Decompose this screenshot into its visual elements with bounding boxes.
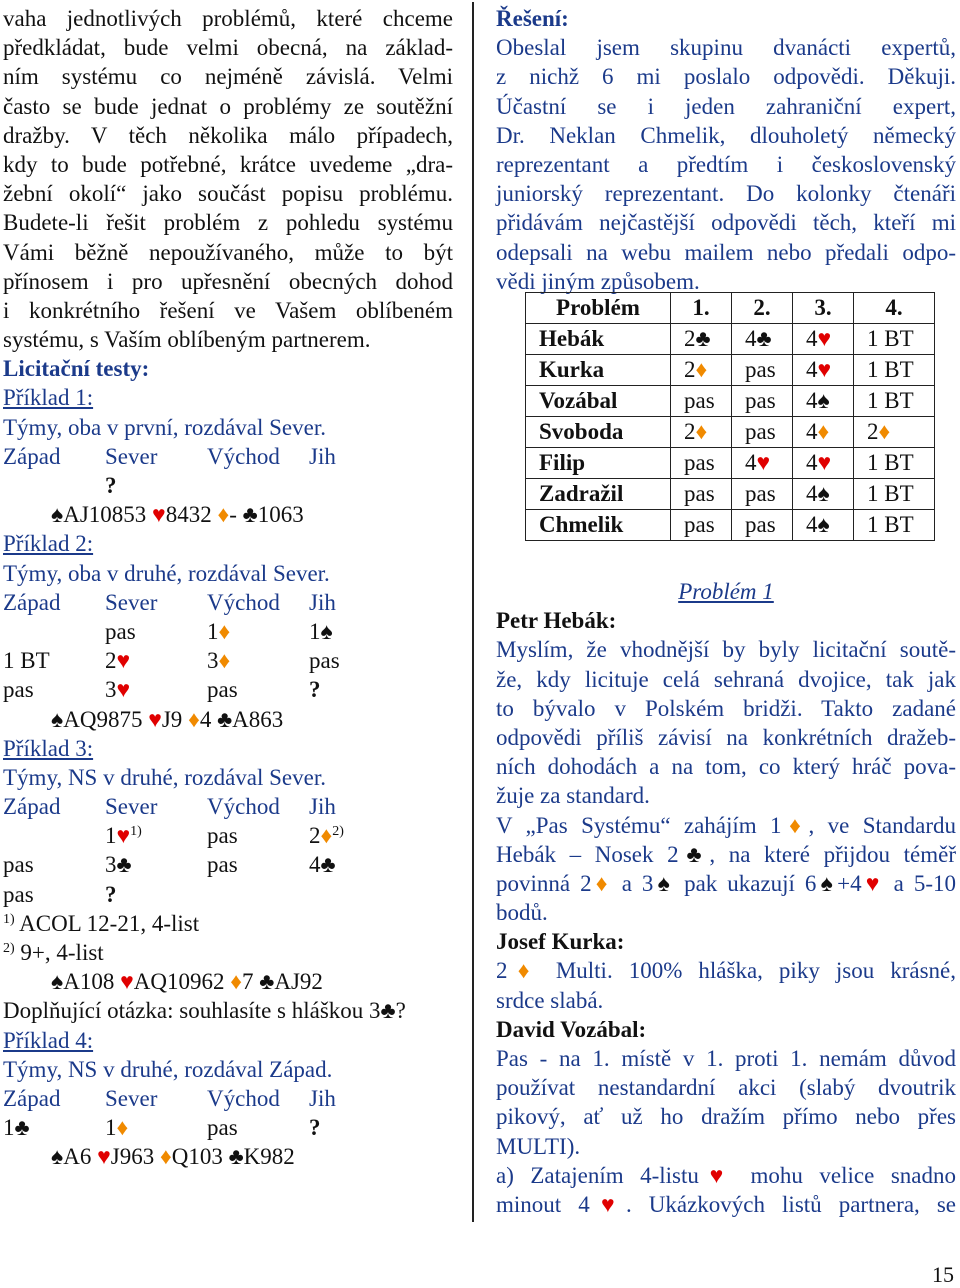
- seat-north: Sever: [105, 443, 158, 469]
- example-2-title: Příklad 2:: [3, 531, 94, 557]
- bid: 3: [105, 677, 117, 703]
- answer: 4: [806, 419, 818, 444]
- intro-line: předkládat, bude velmi obecná, na základ-: [3, 35, 453, 61]
- club-icon: ♣: [756, 326, 772, 351]
- club-icon: ♣: [242, 502, 258, 528]
- spade-icon: ♠: [653, 870, 675, 896]
- heart-icon: ♥: [116, 823, 131, 849]
- diamond-cards: 7: [241, 969, 254, 995]
- heart-icon: ♥: [589, 1191, 626, 1217]
- table-row: [526, 324, 935, 355]
- diamond-icon: ♦: [218, 618, 231, 644]
- right-column: [496, 4, 956, 296]
- bidding-row: [3, 675, 453, 704]
- answer: pas: [732, 479, 793, 510]
- expert-kurka-name: Josef Kurka:: [496, 929, 625, 955]
- answer: 1 BT: [854, 448, 935, 479]
- diamond-cards: -: [229, 502, 237, 528]
- bid: 1: [105, 823, 117, 849]
- diamond-icon: ♦: [320, 823, 333, 849]
- answer: pas: [671, 448, 732, 479]
- vozabal-text-line: Pas - na 1. místě v 1. proti 1. nemám důvod: [496, 1046, 956, 1071]
- tests-heading: Licitační testy:: [3, 356, 150, 382]
- heart-icon: ♥: [148, 706, 162, 732]
- club-icon: ♣: [217, 706, 233, 732]
- bid: 1: [309, 618, 321, 644]
- table-row: [526, 355, 935, 386]
- hand-example-3: [3, 967, 453, 996]
- club-icon: ♣: [380, 998, 396, 1024]
- vozabal-text-line: [496, 1161, 956, 1190]
- intro-line: Vámi běžně nepoužívaného, může to být: [3, 239, 453, 265]
- answer: pas: [671, 479, 732, 510]
- expert-name: Chmelik: [526, 510, 671, 541]
- hebak-text-line: [496, 869, 956, 898]
- answer: 1 BT: [854, 479, 935, 510]
- table-header-cell: 3.: [793, 293, 854, 324]
- answer: 4: [806, 512, 818, 537]
- club-icon: ♣: [228, 1144, 244, 1170]
- answer: 1 BT: [854, 386, 935, 417]
- example-3-context: Týmy, NS v druhé, rozdával Sever.: [3, 764, 326, 790]
- hebak-text-line: odpovědi příliš závisí na konkrétních dražeb-: [496, 724, 956, 750]
- bid: pas: [207, 1115, 238, 1141]
- answers-table: [525, 292, 935, 541]
- spade-icon: ♠: [51, 706, 64, 732]
- bidding-row: [3, 821, 453, 850]
- vozabal-text-line: [496, 1190, 956, 1219]
- spade-cards: A6: [63, 1144, 92, 1170]
- table-row: [526, 417, 935, 448]
- text-fragment: a 5-10: [883, 870, 957, 896]
- footnote-1: [3, 909, 453, 938]
- diamond-icon: ♦: [507, 958, 540, 984]
- diamond-icon: ♦: [878, 419, 891, 444]
- intro-line: vaha jednotlivých problémů, které chceme: [3, 6, 453, 31]
- spade-icon: ♠: [320, 618, 333, 644]
- question-mark: ?: [309, 677, 321, 703]
- text-fragment: a 3: [611, 870, 654, 896]
- text-fragment: Hebák – Nosek 2: [496, 841, 679, 867]
- diamond-icon: ♦: [817, 419, 830, 444]
- bid: pas: [3, 881, 34, 907]
- answer: pas: [671, 386, 732, 417]
- vozabal-text-line: používat nestandardní akci (slabý dvoutrik: [496, 1075, 956, 1101]
- solution-intro-line: reprezentant a předtím i československý: [496, 151, 956, 177]
- seat-south: Jih: [309, 794, 336, 820]
- text-fragment: pak ukazují 6: [674, 870, 817, 896]
- seat-header: [3, 588, 453, 617]
- intro-line: kdy to bude potřebné, krátce uvedeme „dra-: [3, 151, 453, 177]
- spade-icon: ♠: [817, 512, 830, 537]
- footnote-text: ACOL 12-21, 4-list: [19, 910, 200, 936]
- bid: 1: [105, 1115, 117, 1141]
- bid: 1 BT: [3, 648, 50, 674]
- answer: 1 BT: [854, 355, 935, 386]
- diamond-icon: ♦: [695, 357, 708, 382]
- solution-intro-line: Dr. Neklan Chmelik, dlouholetý německý: [496, 122, 956, 148]
- column-divider: [472, 2, 474, 1222]
- spade-cards: AJ10853: [63, 502, 147, 528]
- text-fragment: minout 4: [496, 1191, 590, 1217]
- seat-east: Východ: [207, 443, 280, 469]
- question-mark: ?: [105, 881, 117, 907]
- solution-intro-line: Obeslal jsem skupinu dvanácti expertů,: [496, 35, 956, 61]
- example-2-context: Týmy, oba v druhé, rozdával Sever.: [3, 560, 330, 586]
- club-icon: ♣: [678, 841, 710, 867]
- diamond-icon: ♦: [188, 706, 200, 732]
- expert-hebak-name: Petr Hebák:: [496, 608, 617, 634]
- footnote-mark: 2): [3, 941, 15, 956]
- table-header-cell: 4.: [854, 293, 935, 324]
- intro-line: i konkrétního řešení ve Vašem oblíbeném: [3, 297, 453, 323]
- diamond-icon: ♦: [116, 1115, 129, 1141]
- club-cards: AJ92: [274, 969, 323, 995]
- heart-icon: ♥: [698, 1162, 735, 1188]
- bid: pas: [207, 677, 238, 703]
- spade-cards: AQ9875: [63, 706, 143, 732]
- solution-intro-line: juniorský reprezentant. Do kolonky čtenáři: [496, 181, 956, 207]
- bidding-row: [3, 880, 453, 909]
- spade-icon: ♠: [51, 1144, 64, 1170]
- example-3-title: Příklad 3:: [3, 735, 94, 761]
- club-icon: ♣: [259, 969, 275, 995]
- expert-name: Hebák: [526, 324, 671, 355]
- page-number: 15: [932, 1262, 954, 1287]
- answer: 1 BT: [854, 324, 935, 355]
- heart-icon: ♥: [116, 648, 131, 674]
- bidding-row: [3, 471, 453, 500]
- heart-icon: ♥: [152, 502, 166, 528]
- diamond-cards: Q103: [171, 1144, 223, 1170]
- text-fragment: 2: [496, 958, 508, 984]
- club-icon: ♣: [320, 852, 336, 878]
- answer: 2: [684, 326, 696, 351]
- answer: pas: [732, 355, 793, 386]
- diamond-icon: ♦: [591, 870, 612, 896]
- table-row: [526, 386, 935, 417]
- answer: pas: [732, 510, 793, 541]
- question-mark: ?: [105, 473, 117, 498]
- example-1-title: Příklad 1:: [3, 385, 94, 411]
- left-column: [3, 4, 453, 1172]
- right-column-lower: [496, 577, 956, 1219]
- answer: 2: [684, 419, 696, 444]
- seat-east: Východ: [207, 589, 280, 615]
- answer: 4: [806, 388, 818, 413]
- text-fragment: V „Pas Systému“ zahájím 1: [496, 812, 782, 838]
- bid: 2: [105, 648, 117, 674]
- seat-east: Východ: [207, 794, 280, 820]
- kurka-text-line: srdce slabá.: [496, 987, 604, 1013]
- problem-1-title: Problém 1: [678, 579, 774, 604]
- answer: 4: [806, 326, 818, 351]
- bid: pas: [309, 648, 340, 674]
- seat-west: Západ: [3, 794, 61, 820]
- answer: pas: [671, 510, 732, 541]
- expert-name: Kurka: [526, 355, 671, 386]
- hebak-text-line: [496, 840, 956, 869]
- heart-cards: 8432: [165, 502, 212, 528]
- expert-name: Zadražil: [526, 479, 671, 510]
- solution-intro-line: přidávám nejčastější odpovědi těch, kteří mi: [496, 210, 956, 236]
- spade-icon: ♠: [51, 502, 64, 528]
- text-fragment: , na které přijdou téměř: [709, 841, 957, 867]
- table-header-row: [526, 293, 935, 324]
- hand-example-4: [3, 1142, 453, 1171]
- expert-name: Vozábal: [526, 386, 671, 417]
- seat-west: Západ: [3, 589, 61, 615]
- expert-vozabal-name: David Vozábal:: [496, 1016, 647, 1042]
- answer: pas: [732, 386, 793, 417]
- table-header-cell: 1.: [671, 293, 732, 324]
- answer: 2: [684, 357, 696, 382]
- kurka-text-line: [496, 956, 956, 985]
- seat-north: Sever: [105, 1085, 158, 1111]
- diamond-icon: ♦: [230, 969, 242, 995]
- table-row: [526, 479, 935, 510]
- footnote-mark: 1): [130, 824, 142, 840]
- text-fragment: a) Zatajením 4-listu: [496, 1162, 699, 1188]
- spade-icon: ♠: [51, 969, 64, 995]
- spade-icon: ♠: [817, 481, 830, 506]
- club-cards: 1063: [257, 502, 304, 528]
- bid: 1: [207, 618, 219, 644]
- bid: 1: [3, 1115, 15, 1141]
- solution-intro-line: odepsali na webu mailem nebo předali odpo-: [496, 239, 956, 265]
- expert-name: Filip: [526, 448, 671, 479]
- seat-south: Jih: [309, 443, 336, 469]
- heart-icon: ♥: [756, 450, 771, 475]
- heart-cards: J9: [161, 706, 183, 732]
- question-mark: ?: [395, 998, 406, 1024]
- bid: 4: [309, 852, 321, 878]
- footnote-mark: 1): [3, 911, 15, 927]
- spade-icon: ♠: [816, 870, 838, 896]
- solution-intro-line: vědi jiným způsobem.: [496, 268, 700, 294]
- spade-icon: ♠: [817, 388, 830, 413]
- bid: pas: [3, 852, 34, 878]
- table-row: [526, 510, 935, 541]
- solution-intro-line: Účastní se i jeden zahraniční expert,: [496, 93, 956, 119]
- answer: pas: [732, 417, 793, 448]
- bidding-row: [3, 1113, 453, 1142]
- bidding-row: [3, 850, 453, 879]
- heart-icon: ♥: [120, 969, 134, 995]
- question-mark: ?: [309, 1115, 321, 1141]
- text-fragment: , ve Standardu: [808, 812, 956, 838]
- heart-cards: AQ10962: [133, 969, 225, 995]
- hebak-text-line: [496, 811, 956, 840]
- intro-line: Budete-li řešit problém z pohledu systému: [3, 210, 453, 236]
- bid: 3: [105, 852, 117, 878]
- bidding-row: [3, 617, 453, 646]
- heart-icon: ♥: [817, 450, 832, 475]
- diamond-icon: ♦: [159, 1144, 172, 1170]
- heart-icon: ♥: [861, 870, 884, 896]
- diamond-icon: ♦: [218, 648, 231, 674]
- heart-icon: ♥: [817, 357, 832, 382]
- example-1-context: Týmy, oba v první, rozdával Sever.: [3, 414, 326, 440]
- text-fragment: . Ukázkových listů partnera, se: [625, 1191, 956, 1217]
- solution-heading: Řešení:: [496, 6, 569, 31]
- footnote-2: [3, 938, 453, 967]
- seat-header: [3, 442, 453, 471]
- example-4-context: Týmy, NS v druhé, rozdával Západ.: [3, 1056, 333, 1082]
- intro-line: často se bude jednat o problémy ze soutěžní: [3, 93, 453, 119]
- seat-header: [3, 792, 453, 821]
- hebak-text-line: ních dohodách a na tom, co který hráč pova-: [496, 754, 956, 780]
- bid: pas: [207, 852, 238, 878]
- table-row: [526, 448, 935, 479]
- hebak-text-line: žuje za standard.: [496, 783, 650, 809]
- heart-icon: ♥: [116, 677, 131, 703]
- table-header-cell: Problém: [526, 293, 671, 324]
- diamond-icon: ♦: [781, 812, 809, 838]
- bid: pas: [3, 677, 34, 703]
- footnote-mark: 2): [332, 824, 344, 840]
- answer: 4: [745, 450, 757, 475]
- seat-header: [3, 1084, 453, 1113]
- intro-line: systému, s Vaším oblíbeným partnerem.: [3, 327, 371, 353]
- seat-north: Sever: [105, 794, 158, 820]
- intro-line: dražby. V těch několika málo případech,: [3, 122, 453, 148]
- solution-intro-line: z nichž 6 mi poslalo odpovědi. Děkuji.: [496, 64, 956, 90]
- question-text: Doplňující otázka: souhlasíte s hláškou 3: [3, 998, 381, 1024]
- intro-line: žební okolí“ jako součást popisu problému.: [3, 181, 453, 207]
- answer: 4: [806, 357, 818, 382]
- hebak-text-line: to bývalo v Polském bridži. Takto zadané: [496, 695, 956, 721]
- intro-line: ním systému co nejméně závislá. Velmi: [3, 64, 453, 90]
- club-cards: K982: [243, 1144, 295, 1170]
- club-icon: ♣: [116, 852, 132, 878]
- hand-example-1: [3, 500, 453, 529]
- seat-south: Jih: [309, 589, 336, 615]
- vozabal-text-line: MULTI).: [496, 1133, 581, 1159]
- vozabal-text-line: pikový, ať už ho dražím přímo nebo přes: [496, 1104, 956, 1130]
- bid: 3: [207, 648, 219, 674]
- text-fragment: mohu velice snadno: [734, 1162, 956, 1188]
- bid: pas: [207, 823, 238, 849]
- seat-west: Západ: [3, 443, 61, 469]
- diamond-cards: 4: [199, 706, 212, 732]
- answer: 4: [806, 481, 818, 506]
- text-fragment: Multi. 100% hláška, piky jsou krásné,: [539, 958, 956, 984]
- club-cards: A863: [232, 706, 284, 732]
- diamond-icon: ♦: [695, 419, 708, 444]
- answer: 1 BT: [854, 510, 935, 541]
- club-icon: ♣: [14, 1115, 30, 1141]
- footnote-text: 9+, 4-list: [20, 940, 104, 965]
- bid: 2: [309, 823, 321, 849]
- seat-north: Sever: [105, 589, 158, 615]
- intro-line: přínosem i pro upřesnění obecných dohod: [3, 268, 453, 294]
- seat-west: Západ: [3, 1085, 61, 1111]
- example-4-title: Příklad 4:: [3, 1027, 94, 1053]
- answer: 2: [867, 419, 879, 444]
- text-fragment: +4: [837, 870, 862, 896]
- hebak-text-line: Myslím, že vhodnější by byly licitační soutě-: [496, 637, 956, 663]
- expert-name: Svoboda: [526, 417, 671, 448]
- bid: pas: [105, 618, 136, 644]
- hand-example-2: [3, 705, 453, 734]
- heart-icon: ♥: [97, 1144, 111, 1170]
- heart-icon: ♥: [817, 326, 832, 351]
- text-fragment: povinná 2: [496, 870, 592, 896]
- supplementary-question: [3, 996, 453, 1025]
- answer: 4: [806, 450, 818, 475]
- answer: 4: [745, 326, 757, 351]
- club-icon: ♣: [695, 326, 711, 351]
- diamond-icon: ♦: [217, 502, 230, 528]
- bidding-row: [3, 646, 453, 675]
- heart-cards: J963: [110, 1144, 155, 1170]
- hebak-text-line: že, kdy licituje celá sehraná dvojice, tak jak: [496, 666, 956, 692]
- seat-south: Jih: [309, 1085, 336, 1111]
- hebak-text-line: bodů.: [496, 900, 548, 926]
- seat-east: Východ: [207, 1085, 280, 1111]
- spade-cards: A108: [63, 969, 115, 995]
- table-header-cell: 2.: [732, 293, 793, 324]
